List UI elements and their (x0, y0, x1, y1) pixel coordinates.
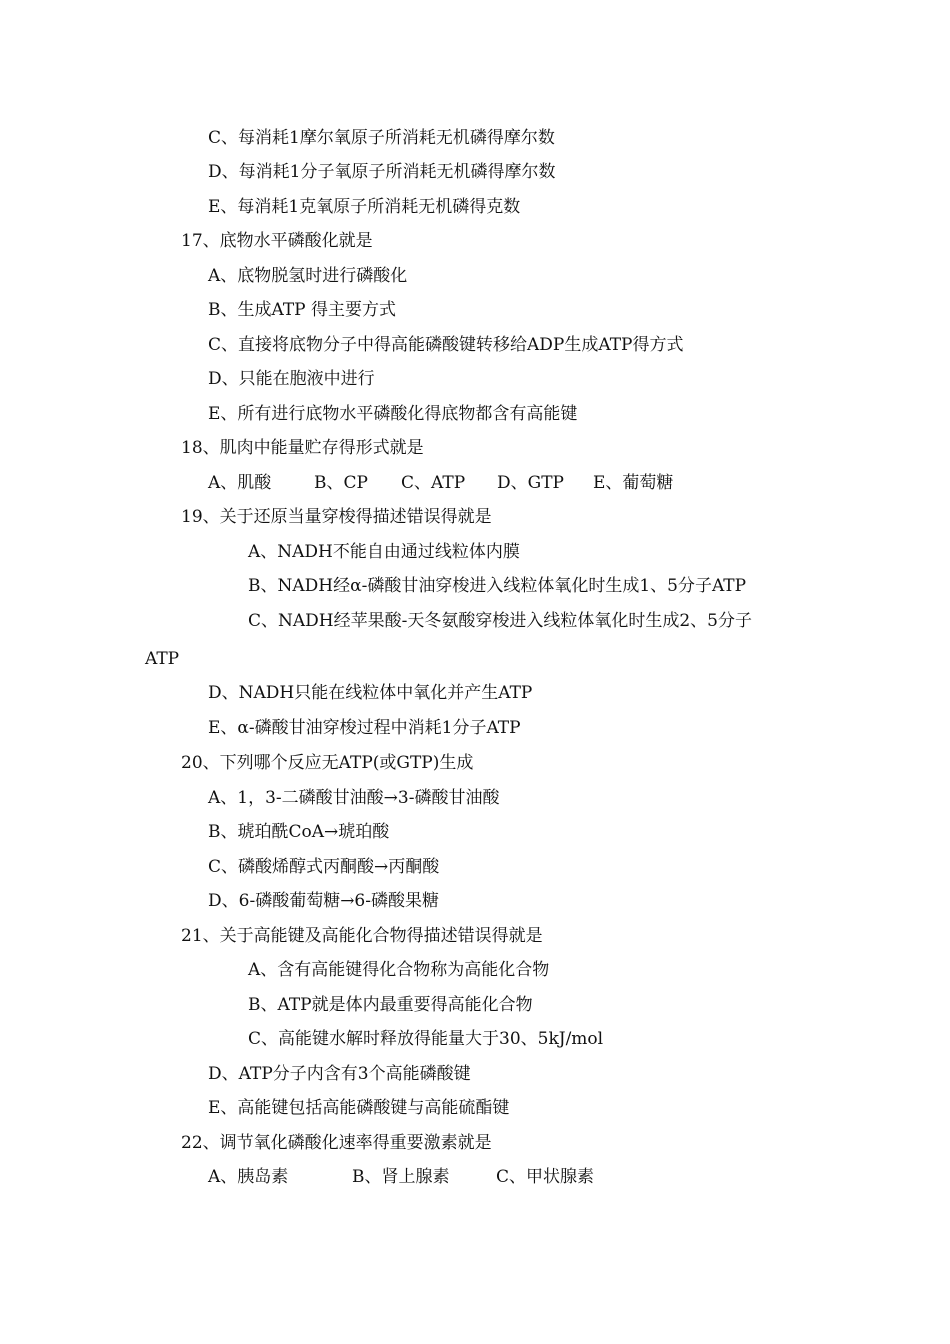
question-21: 21、关于高能键及高能化合物得描述错误得就是 (181, 926, 543, 946)
option-a: A、NADH不能自由通过线粒体内膜 (248, 542, 520, 562)
option-d: D、GTP (497, 473, 564, 493)
question-20: 20、下列哪个反应无ATP(或GTP)生成 (181, 753, 474, 773)
option-c: C、NADH经苹果酸-天冬氨酸穿梭进入线粒体氧化时生成2、5分子 (248, 611, 752, 631)
option-c: C、磷酸烯醇式丙酮酸→丙酮酸 (208, 857, 440, 877)
option-d: D、6-磷酸葡萄糖→6-磷酸果糖 (208, 891, 439, 911)
option-b: B、ATP就是体内最重要得高能化合物 (248, 995, 533, 1015)
option-d: D、ATP分子内含有3个高能磷酸键 (208, 1064, 471, 1084)
option-a: A、肌酸 (208, 473, 272, 493)
option-b: B、肾上腺素 (352, 1167, 450, 1187)
option-d: D、只能在胞液中进行 (208, 369, 375, 389)
option-b: B、生成ATP 得主要方式 (208, 300, 397, 320)
option-e: E、α-磷酸甘油穿梭过程中消耗1分子ATP (208, 718, 521, 738)
option-c: C、高能键水解时释放得能量大于30、5kJ/mol (248, 1029, 604, 1049)
option-d: D、NADH只能在线粒体中氧化并产生ATP (208, 683, 533, 703)
option-d: D、每消耗1分子氧原子所消耗无机磷得摩尔数 (208, 162, 556, 182)
options-row-22 (208, 1165, 594, 1189)
question-17: 17、底物水平磷酸化就是 (181, 231, 373, 251)
option-b: B、CP (314, 473, 368, 493)
option-e: E、每消耗1克氧原子所消耗无机磷得克数 (208, 197, 521, 217)
option-b: B、琥珀酰CoA→琥珀酸 (208, 822, 390, 842)
option-b: B、NADH经α-磷酸甘油穿梭进入线粒体氧化时生成1、5分子ATP (248, 576, 747, 596)
option-c: C、每消耗1摩尔氧原子所消耗无机磷得摩尔数 (208, 128, 555, 148)
option-e: E、所有进行底物水平磷酸化得底物都含有高能键 (208, 404, 578, 424)
option-a: A、胰岛素 (208, 1167, 289, 1187)
option-e: E、高能键包括高能磷酸键与高能硫酯键 (208, 1098, 510, 1118)
option-a: A、含有高能键得化合物称为高能化合物 (248, 960, 550, 980)
question-22: 22、调节氧化磷酸化速率得重要激素就是 (181, 1133, 492, 1153)
options-row-18 (208, 471, 673, 495)
question-19: 19、关于还原当量穿梭得描述错误得就是 (181, 507, 492, 527)
option-c: C、直接将底物分子中得高能磷酸键转移给ADP生成ATP得方式 (208, 335, 684, 355)
option-a: A、底物脱氢时进行磷酸化 (208, 266, 408, 286)
option-e: E、葡萄糖 (593, 473, 674, 493)
option-c: C、甲状腺素 (496, 1167, 595, 1187)
option-c-continued: ATP (145, 649, 180, 669)
option-a: A、1，3-二磷酸甘油酸→3-磷酸甘油酸 (208, 788, 500, 808)
question-18: 18、肌肉中能量贮存得形式就是 (181, 438, 424, 458)
option-c: C、ATP (401, 473, 466, 493)
